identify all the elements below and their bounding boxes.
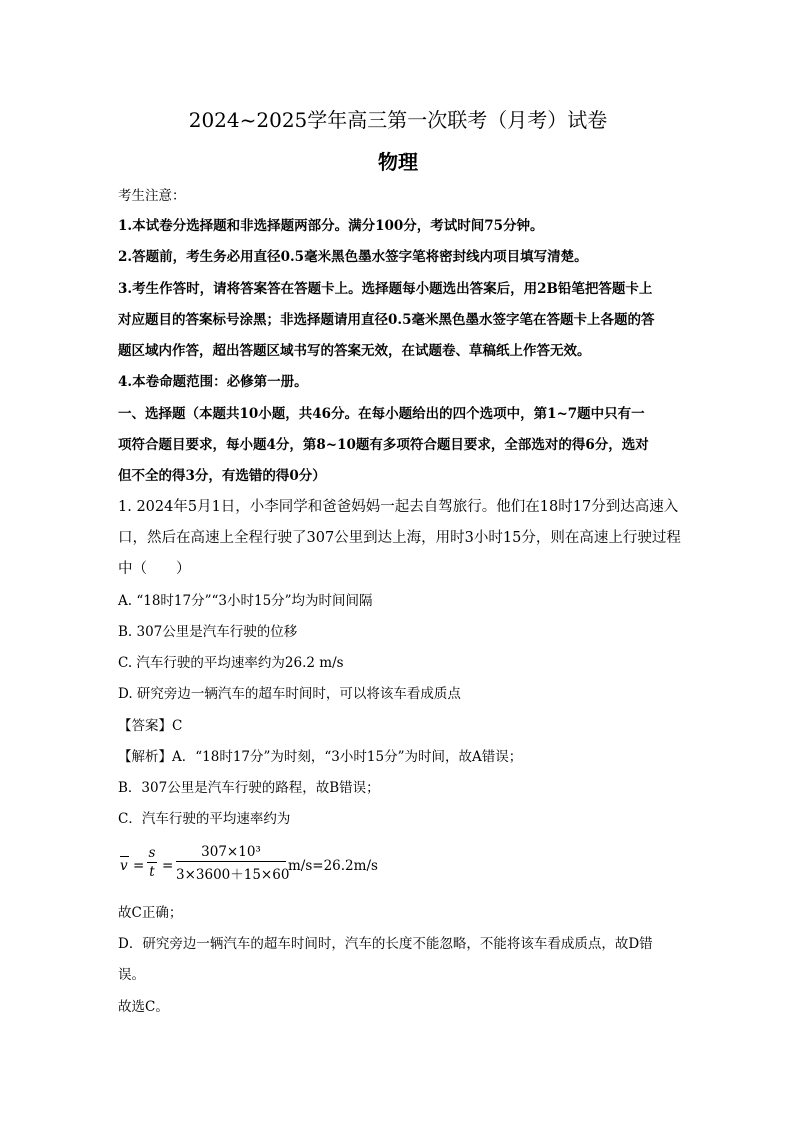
subject-title: 物理 [378,150,418,174]
formula-s: s [148,845,156,861]
analysis-line: 【解析】A．“18时17分”为时刻，“3小时15分”为时间，故A错误； [118,749,523,765]
analysis-line: 故C正确； [118,905,183,921]
exam-title: 2024~2025学年高三第一次联考（月考）试卷 [188,108,608,132]
option-a: A. “18时17分”“3小时15分”均为时间间隔 [118,593,373,609]
fraction-bar [147,862,157,863]
notice-item: 2.答题前，考生务必用直径0.5毫米黑色墨水签字笔将密封线内项目填写清楚。 [118,249,588,265]
formula-equals: = [162,858,174,874]
formula-numerator: 307×10³ [201,844,261,860]
notice-item: 对应题目的答案标号涂黑；非选择题请用直径0.5毫米黑色墨水签字笔在答题卡上各题的答 [118,312,655,328]
question-stem: 中（ ） [118,561,191,577]
question-stem: 1. 2024年5月1日，小李同学和爸爸妈妈一起去自驾旅行。他们在18时17分到达高速入 [118,499,679,515]
section-instructions: 但不全的得3分，有选错的得0分） [118,468,326,484]
notice-heading: 考生注意： [118,188,186,204]
option-b: B. 307公里是汽车行驶的位移 [118,624,298,640]
option-c: C. 汽车行驶的平均速率约为26.2 m/s [118,655,344,671]
formula-t: t [149,864,155,880]
analysis-line: C．汽车行驶的平均速率约为 [118,811,291,827]
average-speed-formula [118,842,518,892]
analysis-line: B．307公里是汽车行驶的路程，故B错误； [118,780,380,796]
notice-item: 4.本卷命题范围：必修第一册。 [118,374,308,390]
analysis-line: D．研究旁边一辆汽车的超车时间时，汽车的长度不能忽略，不能将该车看成质点，故D错 [118,936,653,952]
fraction-bar [176,861,286,862]
formula-v: v [120,858,128,874]
analysis-line: 误。 [118,967,145,983]
notice-item: 1.本试卷分选择题和非选择题两部分。满分100分，考试时间75分钟。 [118,218,544,234]
question-stem: 口，然后在高速上全程行驶了307公里到达上海，用时3小时15分，则在高速上行驶过程 [118,530,681,546]
formula-equals: = [133,858,145,874]
overbar [120,856,129,857]
conclusion: 故选C。 [118,999,169,1015]
section-instructions: 一、选择题（本题共10小题，共46分。在每小题给出的四个选项中，第1~7题中只有一 [118,406,645,422]
formula-result: m/s=26.2m/s [288,858,378,874]
fraction-value [176,844,290,883]
notice-item: 题区域内作答，超出答题区域书写的答案无效，在试题卷、草稿纸上作答无效。 [118,343,591,359]
fraction-s-over-t [147,845,157,880]
option-d: D. 研究旁边一辆汽车的超车时间时，可以将该车看成质点 [118,686,461,702]
notice-item: 3.考生作答时，请将答案答在答题卡上。选择题每小题选出答案后，用2B铅笔把答题卡上 [118,281,653,297]
answer-label: 【答案】C [118,718,183,734]
section-instructions: 项符合题目要求，每小题4分，第8~10题有多项符合题目要求，全部选对的得6分，选对 [118,437,649,453]
formula-denominator: 3×3600＋15×60 [176,867,290,883]
